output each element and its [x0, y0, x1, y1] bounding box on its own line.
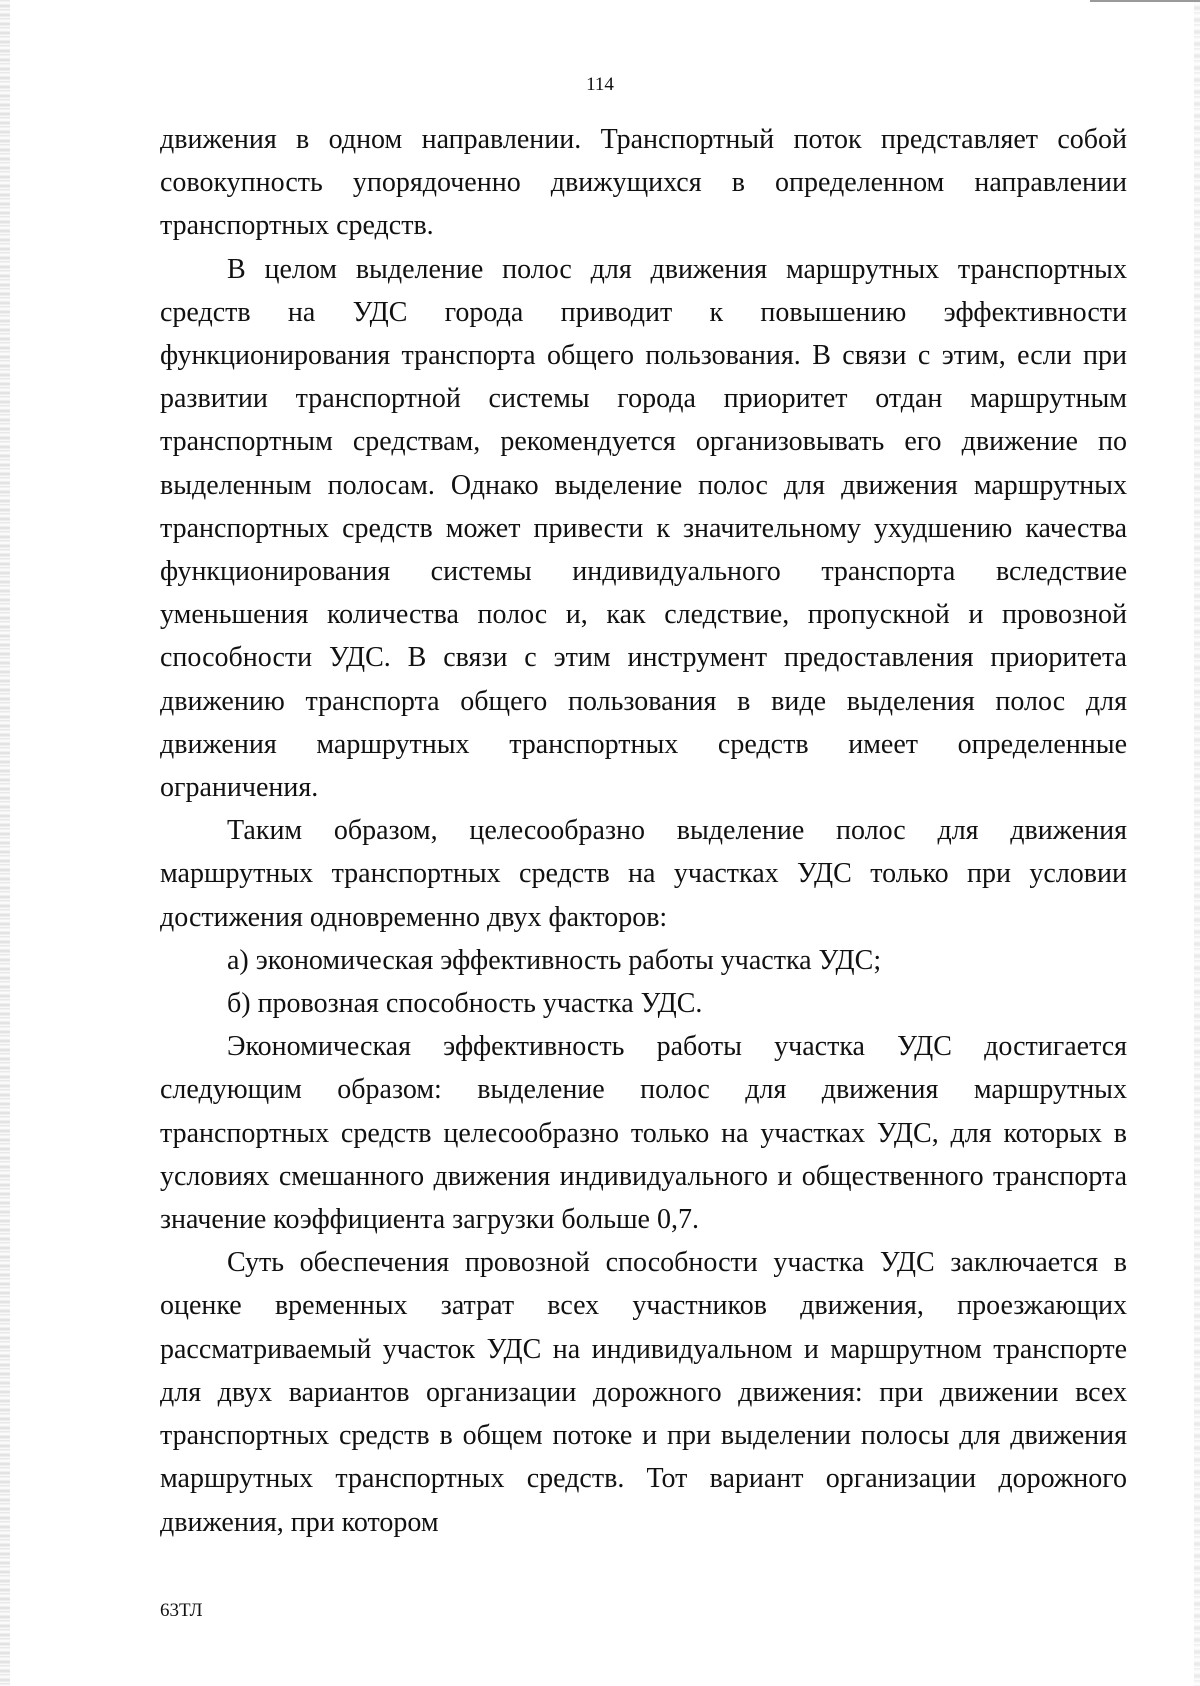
paragraph-dedicated-lanes: В целом выделение полос для движения маршрутных транспортных средств на УДС города приводит к повышению эффективности функционирования транспорта общего пользования. В связи с этим, если при развитии транспортной системы города приоритет отдан маршрутным транспортным средствам, рекомендуется организовывать его движение по выделенным полосам. Однако выделение полос для движения маршрутных транспортных средств может привести к значительному ухудшению качества функционирования системы индивидуального транспорта вследствие уменьшения количества полос и, как следствие, пропускной и провозной способности УДС. В связи с этим инструмент предоставления приоритета движению транспорта общего пользования в виде выделения полос для движения маршрутных транспортных средств имеет определенные ограничения.: [160, 253, 1127, 804]
scan-edge-left: [0, 0, 10, 1686]
footer-code: 63ТЛ: [160, 1600, 203, 1621]
paragraph-conditions: Таким образом, целесообразно выделение полос для движения маршрутных транспортных средств на участках УДС только при условии достижения одновременно двух факторов:: [160, 815, 1127, 933]
paragraph-continuation: движения в одном направлении. Транспортный поток представляет собой совокупность упорядоченно движущихся в определенном направлении транспортных средств.: [160, 124, 1127, 242]
paragraph-carrying-capacity: Суть обеспечения провозной способности участка УДС заключается в оценке временных затрат всех участников движения, проезжающих рассматриваемый участок УДС на индивидуальном и маршрутном транспорте для двух вариантов организации дорожного движения: при движении всех транспортных средств в общем потоке и при выделении полосы для движения маршрутных транспортных средств. Тот вариант организации дорожного движения, при котором: [160, 1247, 1127, 1538]
paragraph-economic-efficiency: Экономическая эффективность работы участка УДС достигается следующим образом: выделение полос для движения маршрутных транспортных средств целесообразно только на участках УДС, для которых в условиях смешанного движения индивидуального и общественного транспорта значение коэффициента загрузки больше 0,7.: [160, 1031, 1127, 1236]
list-item-b: б) провозная способность участка УДС.: [227, 988, 703, 1020]
scan-edge-top: [1090, 0, 1200, 2]
list-item-a: а) экономическая эффективность работы участка УДС;: [227, 944, 882, 976]
document-body: [160, 118, 1127, 1544]
scan-edge-right: [1194, 0, 1200, 1686]
page-number: 114: [586, 74, 614, 95]
